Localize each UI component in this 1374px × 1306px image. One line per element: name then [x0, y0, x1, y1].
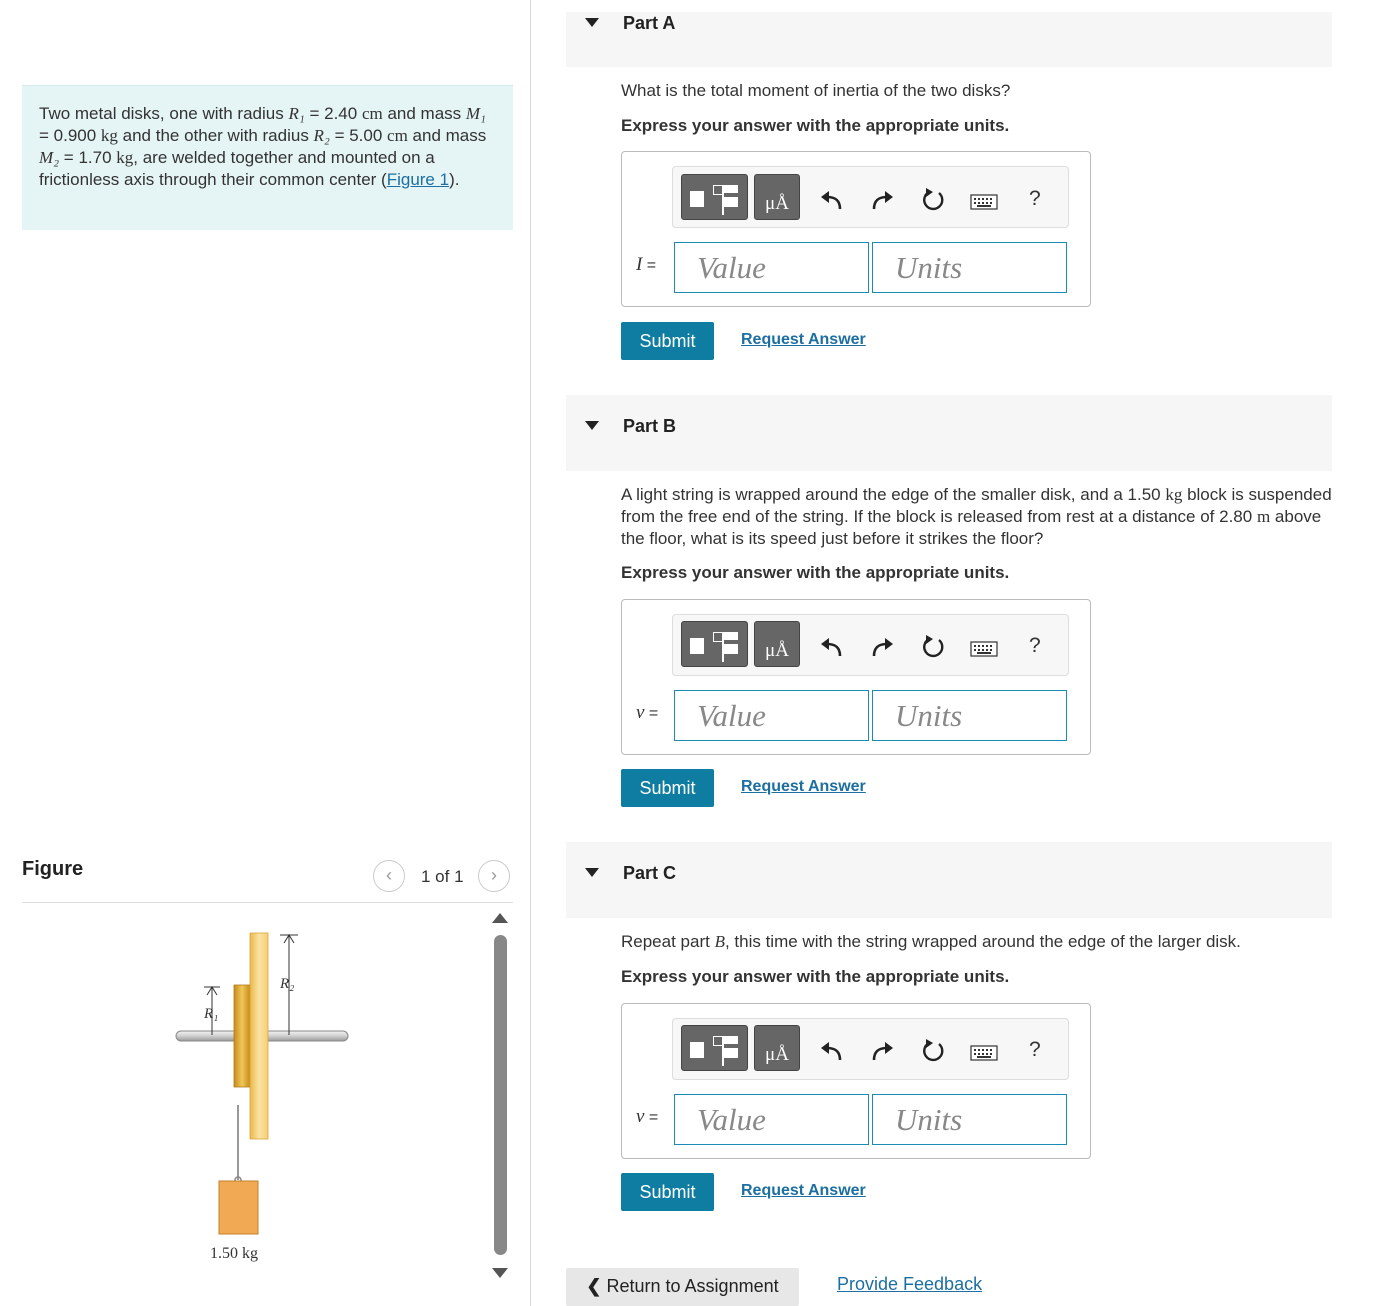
- part-b-header[interactable]: [566, 395, 1332, 471]
- units-button[interactable]: μÅ: [754, 174, 800, 220]
- part-a-question: What is the total moment of inertia of the two disks?: [621, 81, 1011, 100]
- figure-diagram: [170, 925, 360, 1270]
- keyboard-icon[interactable]: [970, 194, 998, 210]
- part-c-value-input[interactable]: Value: [674, 1094, 869, 1145]
- problem-statement: [22, 85, 513, 230]
- templates-button[interactable]: [681, 174, 748, 220]
- part-b-instruction: Express your answer with the appropriate units.: [621, 563, 1010, 582]
- chevron-left-icon: ‹: [386, 865, 392, 885]
- figure-scrollbar[interactable]: [494, 935, 507, 1255]
- units-button[interactable]: μÅ: [754, 1025, 800, 1071]
- large-disk: [250, 933, 268, 1139]
- hanging-block: [219, 1181, 258, 1234]
- help-icon[interactable]: ?: [1029, 634, 1041, 657]
- block-mass-label: 1.50 kg: [210, 1245, 258, 1262]
- r2-label: R₂: [280, 976, 295, 992]
- part-a-instruction: Express your answer with the appropriate units.: [621, 116, 1010, 135]
- column-divider: [530, 0, 531, 1306]
- keyboard-icon[interactable]: [970, 641, 998, 657]
- scroll-down-arrow[interactable]: [492, 1268, 508, 1278]
- figure-next-button[interactable]: [478, 860, 510, 892]
- return-to-assignment-button[interactable]: ❮ Return to Assignment: [566, 1268, 799, 1306]
- part-c-variable: v =: [636, 1106, 659, 1127]
- part-c-title: Part C: [623, 863, 677, 883]
- part-b-question: A light string is wrapped around the edge of the smaller disk, and a 1.50 kg block is suspended from the free end of the string. If the block is released from rest at a distance of 2.80 m above the floor, what is its speed just before it strikes the floor?: [621, 485, 1332, 548]
- part-b-units-input[interactable]: Units: [872, 690, 1067, 741]
- provide-feedback-link[interactable]: Provide Feedback: [837, 1274, 983, 1294]
- caret-down-icon: [585, 868, 599, 877]
- scroll-up-arrow[interactable]: [492, 913, 508, 923]
- help-icon[interactable]: ?: [1029, 1038, 1041, 1061]
- part-c-submit-button[interactable]: Submit: [621, 1173, 714, 1211]
- caret-down-icon: [585, 18, 599, 27]
- part-a-submit-button[interactable]: Submit: [621, 322, 714, 360]
- units-button[interactable]: μÅ: [754, 621, 800, 667]
- r1-label: R₁: [204, 1006, 219, 1022]
- part-b-submit-button[interactable]: Submit: [621, 769, 714, 807]
- templates-button[interactable]: [681, 1025, 748, 1071]
- part-c-units-input[interactable]: Units: [872, 1094, 1067, 1145]
- part-b-variable: v =: [636, 702, 659, 723]
- figure-divider: [22, 902, 513, 903]
- templates-button[interactable]: [681, 621, 748, 667]
- redo-icon[interactable]: [870, 634, 896, 660]
- part-a-title: Part A: [623, 13, 676, 33]
- figure-counter: 1 of 1: [421, 867, 464, 886]
- reset-icon[interactable]: [920, 634, 946, 660]
- chevron-left-icon: ❮: [586, 1276, 602, 1296]
- part-b-title: Part B: [623, 416, 677, 436]
- part-c-header[interactable]: [566, 842, 1332, 918]
- figure-link[interactable]: Figure 1: [386, 170, 450, 189]
- undo-icon[interactable]: [818, 1038, 844, 1064]
- small-disk: [234, 985, 250, 1087]
- part-c-request-answer-link[interactable]: Request Answer: [741, 1182, 866, 1199]
- part-c-question: Repeat part B, this time with the string wrapped around the edge of the larger disk.: [621, 932, 1241, 951]
- undo-icon[interactable]: [818, 187, 844, 213]
- redo-icon[interactable]: [870, 187, 896, 213]
- reset-icon[interactable]: [920, 187, 946, 213]
- part-b-value-input[interactable]: Value: [674, 690, 869, 741]
- caret-down-icon: [585, 421, 599, 430]
- reset-icon[interactable]: [920, 1038, 946, 1064]
- part-a-units-input[interactable]: Units: [872, 242, 1067, 293]
- part-a-value-input[interactable]: Value: [674, 242, 869, 293]
- keyboard-icon[interactable]: [970, 1045, 998, 1061]
- part-b-request-answer-link[interactable]: Request Answer: [741, 778, 866, 795]
- chevron-right-icon: ›: [491, 865, 497, 885]
- undo-icon[interactable]: [818, 634, 844, 660]
- figure-prev-button[interactable]: [373, 860, 405, 892]
- problem-text: Two metal disks, one with radius R₁ = 2.40 cm and mass M₁ = 0.900 kg and the other with radius R₂ = 5.00 cm and mass M₂ = 1.70 kg, are welded together and mounted on a frictionless axis through their common center (Figure 1).: [39, 104, 487, 189]
- help-icon[interactable]: ?: [1029, 187, 1041, 210]
- part-a-variable: I =: [636, 254, 657, 275]
- redo-icon[interactable]: [870, 1038, 896, 1064]
- part-a-header[interactable]: [566, 12, 1332, 67]
- part-c-instruction: Express your answer with the appropriate units.: [621, 967, 1010, 986]
- part-a-request-answer-link[interactable]: Request Answer: [741, 331, 866, 348]
- figure-title: Figure: [22, 858, 84, 880]
